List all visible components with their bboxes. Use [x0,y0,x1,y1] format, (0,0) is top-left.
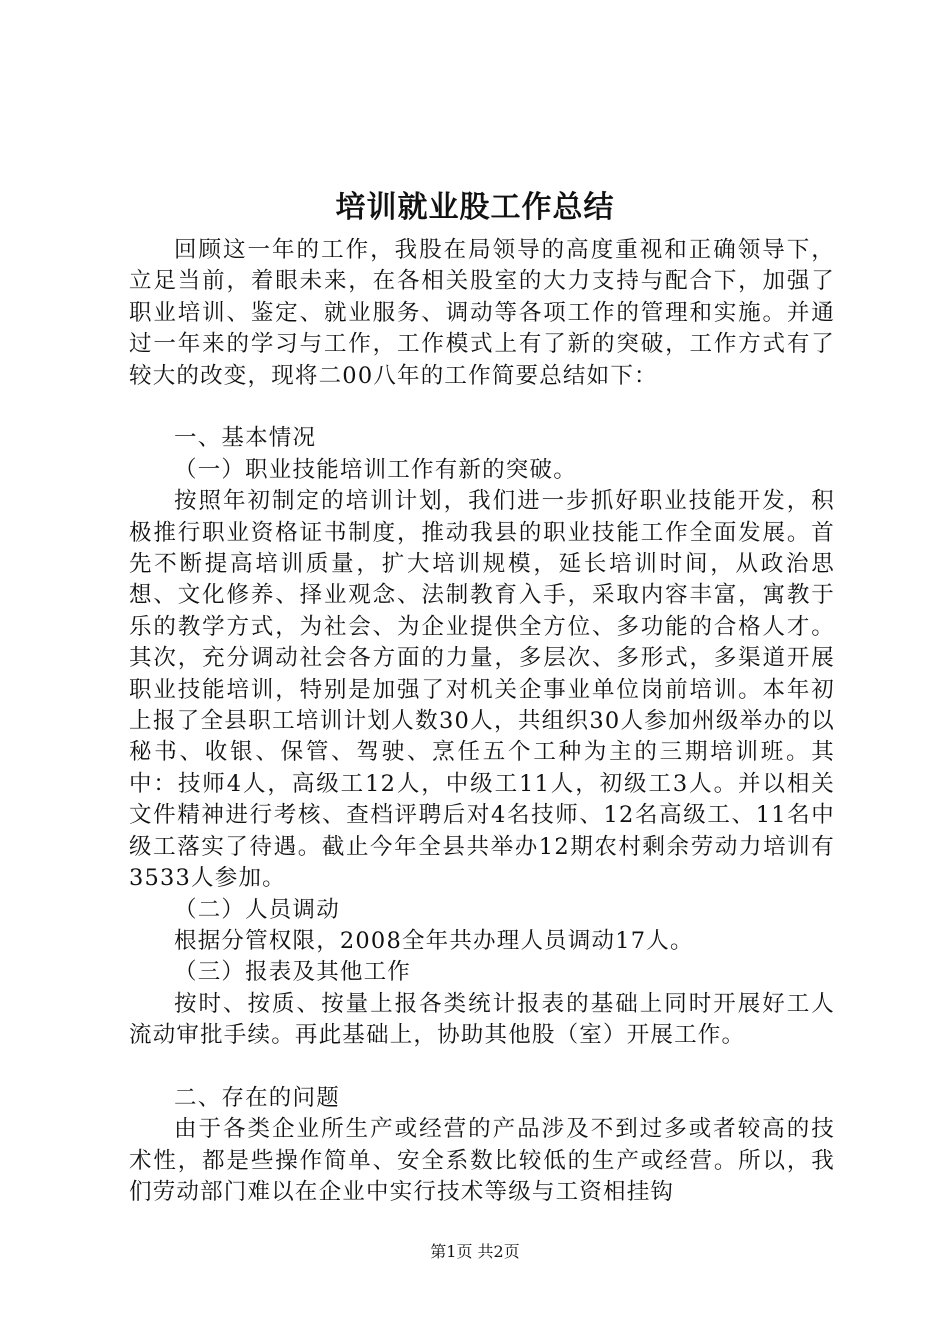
transfer-paragraph: 根据分管权限，2008全年共办理人员调动17人。 [174,927,694,954]
subsection-heading-transfer: （二）人员调动 [174,896,340,923]
section-heading-problems: 二、存在的问题 [174,1084,340,1111]
intro-paragraph: 回顾这一年的工作，我股在局领导的高度重视和正确领导下，立足当前，着眼未来，在各相关股室的大力支持与配合下，加强了职业培训、鉴定、就业服务、调动等各项工作的管理和实施。并通过一年来的学习与工作，工作模式上有了新的突破，工作方式有了较大的改变，现将二00八年的工作简要总结如下： [129,237,835,389]
training-paragraph: 按照年初制定的培训计划，我们进一步抓好职业技能开发，积极推行职业资格证书制度，推动我县的职业技能工作全面发展。首先不断提高培训质量，扩大培训规模，延长培训时间，从政治思想、文化修养、择业观念、法制教育入手，采取内容丰富，寓教于乐的教学方式，为社会、为企业提供全方位、多功能的合格人才。其次，充分调动社会各方面的力量，多层次、多形式，多渠道开展职业技能培训，特别是加强了对机关企事业单位岗前培训。本年初上报了全县职工培训计划人数30人，共组织30人参加州级举办的以秘书、收银、保管、驾驶、烹任五个工种为主的三期培训班。其中：技师4人，高级工12人，中级工11人，初级工3人。并以相关文件精神进行考核、查档评聘后对4名技师、12名高级工、11名中级工落实了待遇。截止今年全县共举办12期农村剩余劳动力培训有3533人参加。 [129,488,835,892]
document-title: 培训就业股工作总结 [335,190,615,225]
section-heading-basic: 一、基本情况 [174,425,317,452]
document-body [129,235,835,1209]
paragraph-gap [129,392,835,423]
reports-paragraph: 按时、按质、按量上报各类统计报表的基础上同时开展好工人流动审批手续。再此基础上，协助其他股（室）开展工作。 [129,990,835,1049]
paragraph-gap [129,1052,835,1083]
subsection-heading-training: （一）职业技能培训工作有新的突破。 [174,456,577,483]
problems-paragraph: 由于各类企业所生产或经营的产品涉及不到过多或者较高的技术性，都是些操作简单、安全系数比较低的生产或经营。所以，我们劳动部门难以在企业中实行技术等级与工资相挂钩 [129,1116,835,1206]
page-footer: 第1页 共2页 [430,1242,520,1261]
subsection-heading-reports: （三）报表及其他工作 [174,959,412,986]
